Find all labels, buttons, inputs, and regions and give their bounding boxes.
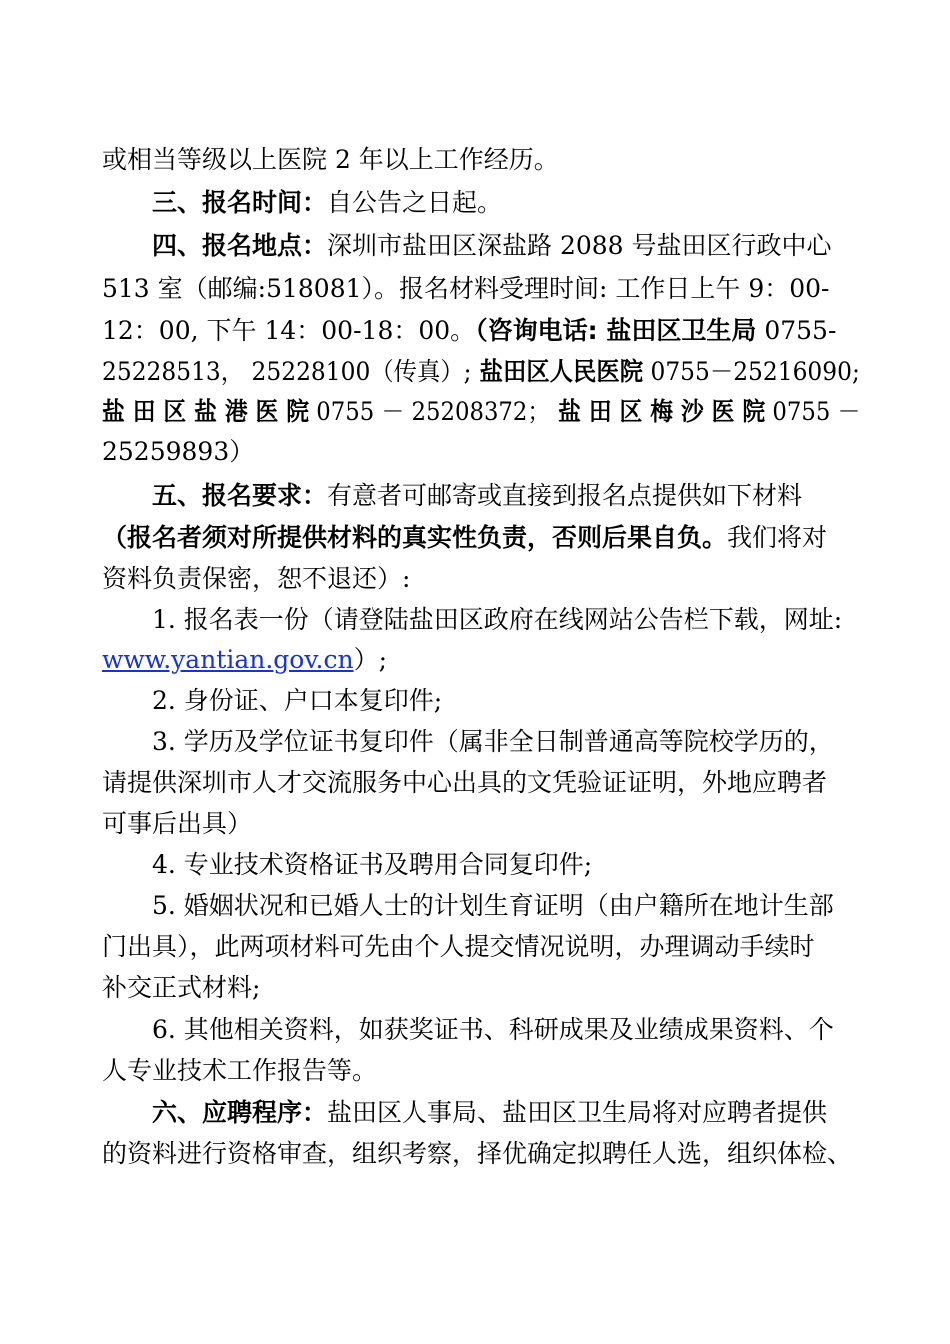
paragraph-line: （报名者须对所提供材料的真实性负责，否则后果自负。我们将对 bbox=[102, 523, 828, 552]
section-four: 四、报名地点：深圳市盐田区深盐路 2088 号盐田区行政中心 bbox=[152, 231, 832, 260]
paragraph-line: 盐 田 区 盐 港 医 院 0755 － 25208372； 盐 田 区 梅 沙 医 院 0755 － bbox=[102, 397, 861, 426]
list-item: 2. 身份证、户口本复印件; bbox=[152, 686, 443, 715]
paragraph-line: www.yantian.gov.cn）; bbox=[102, 645, 387, 674]
paragraph-line: 人专业技术工作报告等。 bbox=[102, 1056, 378, 1085]
paragraph-line: 请提供深圳市人才交流服务中心出具的文凭验证证明，外地应聘者 bbox=[102, 768, 828, 797]
paragraph-line: 25228513， 25228100（传真）; 盐田区人民医院 0755－25216090; bbox=[102, 357, 860, 386]
section-six: 六、应聘程序：盐田区人事局、盐田区卫生局将对应聘者提供 bbox=[152, 1098, 828, 1127]
paragraph-line: 门出具），此两项材料可先由个人提交情况说明，办理调动手续时 bbox=[102, 932, 815, 961]
section-heading: 六、应聘程序： bbox=[152, 1098, 328, 1127]
paragraph-line: 的资料进行资格审查，组织考察，择优确定拟聘任人选，组织体检、 bbox=[102, 1139, 853, 1168]
paragraph-line: 可事后出具） bbox=[102, 809, 253, 838]
section-three: 三、报名时间：自公告之日起。 bbox=[152, 188, 503, 217]
paragraph-line: 12：00, 下午 14：00-18：00。（咨询电话: 盐田区卫生局 0755- bbox=[102, 316, 837, 345]
list-item: 5. 婚姻状况和已婚人士的计划生育证明（由户籍所在地计生部 bbox=[152, 891, 834, 920]
list-item: 3. 学历及学位证书复印件（属非全日制普通高等院校学历的， bbox=[152, 727, 834, 756]
section-heading: 三、报名时间： bbox=[152, 188, 328, 217]
section-five: 五、报名要求：有意者可邮寄或直接到报名点提供如下材料 bbox=[152, 481, 803, 510]
section-heading: 四、报名地点： bbox=[152, 231, 328, 260]
list-item: 6. 其他相关资料，如获奖证书、科研成果及业绩成果资料、个 bbox=[152, 1015, 834, 1044]
paragraph-line: 或相当等级以上医院 2 年以上工作经历。 bbox=[102, 145, 559, 174]
paragraph-line: 补交正式材料; bbox=[102, 973, 261, 1002]
website-link[interactable]: www.yantian.gov.cn bbox=[102, 645, 354, 674]
section-heading: 五、报名要求： bbox=[152, 481, 328, 510]
paragraph-line: 513 室（邮编:518081）。报名材料受理时间: 工作日上午 9：00- bbox=[102, 274, 830, 303]
paragraph-line: 资料负责保密，恕不退还）: bbox=[102, 564, 411, 593]
paragraph-line: 25259893） bbox=[102, 437, 255, 466]
list-item: 1. 报名表一份（请登陆盐田区政府在线网站公告栏下载，网址: bbox=[152, 605, 843, 634]
list-item: 4. 专业技术资格证书及聘用合同复印件; bbox=[152, 850, 593, 879]
